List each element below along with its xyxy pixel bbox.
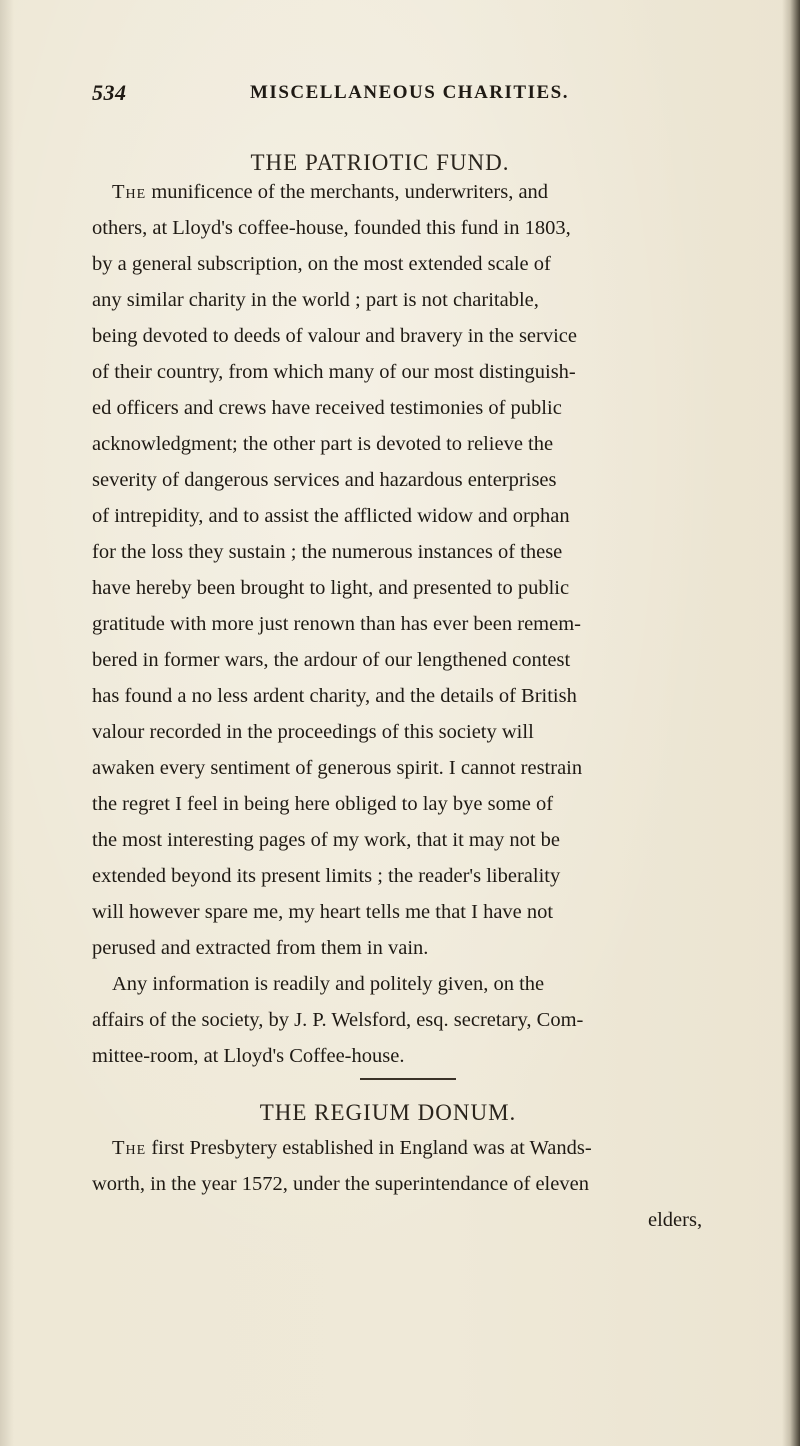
text-line: by a general subscription, on the most extended scale of	[92, 253, 551, 275]
text-line: mittee-room, at Lloyd's Coffee-house.	[92, 1045, 405, 1067]
text-line: for the loss they sustain ; the numerous instances of these	[92, 541, 563, 563]
running-head	[92, 80, 712, 110]
text-line: have hereby been brought to light, and presented to public	[92, 577, 570, 599]
text-line: of intrepidity, and to assist the afflicted widow and orphan	[92, 505, 570, 527]
text-line: the most interesting pages of my work, that it may not be	[92, 829, 560, 851]
text-line: will however spare me, my heart tells me that I have not	[92, 901, 554, 923]
text-line: bered in former wars, the ardour of our lengthened contest	[92, 649, 571, 671]
running-title: MISCELLANEOUS CHARITIES.	[250, 82, 569, 103]
text-line: worth, in the year 1572, under the superintendance of eleven	[92, 1173, 589, 1195]
text-line: severity of dangerous services and hazardous enterprises	[92, 469, 557, 491]
text-line	[112, 182, 548, 203]
text-line: ed officers and crews have received testimonies of public	[92, 397, 562, 419]
text-line: others, at Lloyd's coffee-house, founded this fund in 1803,	[92, 217, 571, 239]
text-line: gratitude with more just renown than has ever been remem-	[92, 613, 581, 635]
lead-word: The	[112, 181, 147, 203]
text-line	[112, 1138, 592, 1159]
section-heading-patriotic-fund: THE PATRIOTIC FUND.	[250, 150, 510, 175]
text-line: perused and extracted from them in vain.	[92, 937, 429, 959]
text-line: valour recorded in the proceedings of this society will	[92, 721, 534, 743]
text-line: acknowledgment; the other part is devoted to relieve the	[92, 433, 554, 455]
text-line: of their country, from which many of our most distinguish-	[92, 361, 576, 383]
text-line: has found a no less ardent charity, and the details of British	[92, 685, 577, 707]
text-line: being devoted to deeds of valour and bravery in the service	[92, 325, 577, 347]
page-left-shadow	[0, 0, 14, 1446]
section-divider	[360, 1078, 456, 1080]
page-edge-shadow	[782, 0, 800, 1446]
text-line: awaken every sentiment of generous spirit. I cannot restrain	[92, 757, 583, 779]
section-heading-regium-donum: THE REGIUM DONUM.	[259, 1100, 517, 1125]
text-line: affairs of the society, by J. P. Welsford, esq. secretary, Com-	[92, 1009, 584, 1031]
text-line: Any information is readily and politely given, on the	[112, 973, 545, 995]
line-text: munificence of the merchants, underwriters, and	[146, 181, 549, 203]
line-text: first Presbytery established in England was at Wands-	[146, 1137, 592, 1159]
catchword: elders,	[648, 1209, 703, 1231]
text-line: the regret I feel in being here obliged to lay bye some of	[92, 793, 554, 815]
text-line: extended beyond its present limits ; the reader's liberality	[92, 865, 561, 887]
lead-word: The	[112, 1137, 147, 1159]
page-number: 534	[92, 80, 127, 105]
text-line: any similar charity in the world ; part is not charitable,	[92, 289, 539, 311]
